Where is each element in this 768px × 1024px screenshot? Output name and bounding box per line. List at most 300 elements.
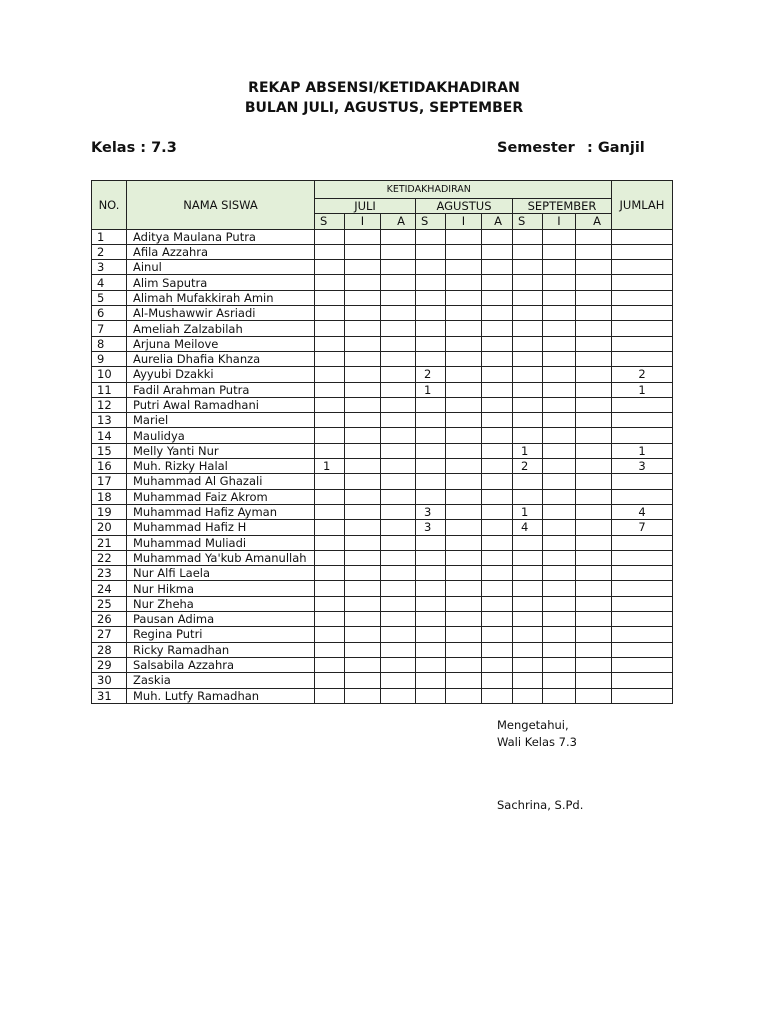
absence-cell <box>543 673 576 688</box>
absence-cell <box>446 351 482 366</box>
row-number: 11 <box>92 382 127 397</box>
absence-cell <box>345 612 381 627</box>
absence-cell <box>381 612 416 627</box>
absence-cell <box>446 244 482 259</box>
absence-cell <box>482 351 513 366</box>
student-name: Nur Alfi Laela <box>127 566 315 581</box>
absence-cell <box>345 550 381 565</box>
table-row <box>92 367 673 382</box>
student-name: Melly Yanti Nur <box>127 443 315 458</box>
absence-cell <box>482 489 513 504</box>
absence-cell <box>416 306 446 321</box>
absence-cell <box>345 657 381 672</box>
absence-cell: 2 <box>513 459 543 474</box>
table-row <box>92 229 673 244</box>
total-cell <box>612 673 673 688</box>
absence-cell <box>315 397 345 412</box>
student-name: Aditya Maulana Putra <box>127 229 315 244</box>
table-row <box>92 474 673 489</box>
absence-cell <box>381 290 416 305</box>
student-name: Ameliah Zalzabilah <box>127 321 315 336</box>
absence-cell <box>315 474 345 489</box>
absence-cell <box>416 428 446 443</box>
table-row <box>92 535 673 550</box>
absence-cell <box>543 428 576 443</box>
row-number: 1 <box>92 229 127 244</box>
absence-cell <box>416 673 446 688</box>
absence-cell <box>345 642 381 657</box>
absence-cell <box>416 474 446 489</box>
absence-cell <box>513 382 543 397</box>
absence-cell <box>345 428 381 443</box>
absence-cell <box>482 382 513 397</box>
absence-cell <box>576 581 612 596</box>
table-row <box>92 581 673 596</box>
absence-cell <box>446 504 482 519</box>
absence-cell <box>482 244 513 259</box>
absence-cell <box>513 413 543 428</box>
absence-cell <box>315 657 345 672</box>
absence-cell <box>543 596 576 611</box>
absence-cell <box>482 520 513 535</box>
row-number: 23 <box>92 566 127 581</box>
student-name: Al-Mushawwir Asriadi <box>127 306 315 321</box>
absence-cell <box>576 596 612 611</box>
total-cell <box>612 351 673 366</box>
absence-cell <box>576 459 612 474</box>
table-row <box>92 520 673 535</box>
absence-cell <box>513 321 543 336</box>
absence-cell <box>446 657 482 672</box>
student-name: Nur Hikma <box>127 581 315 596</box>
row-number: 5 <box>92 290 127 305</box>
absence-cell <box>381 657 416 672</box>
absence-cell <box>315 581 345 596</box>
absence-cell <box>345 688 381 703</box>
absence-cell <box>576 657 612 672</box>
absence-cell <box>416 550 446 565</box>
absence-cell <box>416 535 446 550</box>
table-row <box>92 612 673 627</box>
absence-cell <box>482 413 513 428</box>
absence-cell <box>576 229 612 244</box>
absence-cell <box>381 535 416 550</box>
absence-cell <box>513 260 543 275</box>
absence-cell <box>381 673 416 688</box>
absence-cell <box>576 642 612 657</box>
absence-cell <box>381 566 416 581</box>
absence-cell <box>482 306 513 321</box>
absence-cell <box>381 367 416 382</box>
absence-cell <box>513 229 543 244</box>
absence-cell <box>513 397 543 412</box>
absence-cell <box>513 627 543 642</box>
absence-cell <box>513 673 543 688</box>
student-name: Afila Azzahra <box>127 244 315 259</box>
student-name: Fadil Arahman Putra <box>127 382 315 397</box>
student-name: Muhammad Faiz Akrom <box>127 489 315 504</box>
absence-cell <box>446 550 482 565</box>
absence-cell <box>315 520 345 535</box>
absence-cell <box>381 504 416 519</box>
header-no: NO. <box>92 181 127 230</box>
absence-cell <box>446 382 482 397</box>
student-name: Ricky Ramadhan <box>127 642 315 657</box>
absence-cell <box>345 474 381 489</box>
absence-cell <box>576 290 612 305</box>
absence-cell <box>315 535 345 550</box>
absence-cell <box>513 688 543 703</box>
header-month-agustus: AGUSTUS <box>416 199 513 214</box>
absence-cell <box>381 596 416 611</box>
absence-cell <box>345 627 381 642</box>
absence-cell <box>345 351 381 366</box>
absence-cell <box>381 642 416 657</box>
absence-cell <box>482 596 513 611</box>
absence-cell <box>345 581 381 596</box>
absence-cell <box>345 336 381 351</box>
absence-cell <box>446 459 482 474</box>
absence-cell <box>446 275 482 290</box>
absence-cell <box>416 321 446 336</box>
absence-cell <box>381 413 416 428</box>
student-name: Aurelia Dhafia Khanza <box>127 351 315 366</box>
absence-cell <box>482 504 513 519</box>
absence-cell <box>482 321 513 336</box>
student-name: Muhammad Muliadi <box>127 535 315 550</box>
student-name: Muhammad Hafiz H <box>127 520 315 535</box>
table-row <box>92 550 673 565</box>
absence-cell <box>315 382 345 397</box>
absence-cell <box>315 290 345 305</box>
absence-cell <box>543 627 576 642</box>
absence-cell <box>543 566 576 581</box>
total-cell: 4 <box>612 504 673 519</box>
absence-cell <box>381 474 416 489</box>
student-name: Muh. Lutfy Ramadhan <box>127 688 315 703</box>
subheader-s-2: S <box>416 214 446 229</box>
absence-cell <box>543 535 576 550</box>
total-cell <box>612 657 673 672</box>
absence-cell <box>446 688 482 703</box>
absence-cell <box>446 260 482 275</box>
absence-cell <box>315 351 345 366</box>
absence-cell <box>482 627 513 642</box>
absence-cell <box>416 351 446 366</box>
absence-cell <box>446 520 482 535</box>
student-name: Zaskia <box>127 673 315 688</box>
absence-cell: 4 <box>513 520 543 535</box>
absence-cell <box>543 550 576 565</box>
total-cell <box>612 612 673 627</box>
row-number: 3 <box>92 260 127 275</box>
table-row <box>92 566 673 581</box>
absence-cell <box>576 566 612 581</box>
absence-cell <box>576 382 612 397</box>
absence-cell <box>482 688 513 703</box>
table-row <box>92 413 673 428</box>
absence-cell <box>446 535 482 550</box>
absence-cell <box>345 382 381 397</box>
absence-cell <box>576 306 612 321</box>
absence-cell <box>315 428 345 443</box>
absence-cell <box>576 351 612 366</box>
student-name: Alimah Mufakkirah Amin <box>127 290 315 305</box>
total-cell <box>612 275 673 290</box>
student-name: Regina Putri <box>127 627 315 642</box>
student-name: Putri Awal Ramadhani <box>127 397 315 412</box>
absence-cell <box>513 290 543 305</box>
absence-cell <box>381 244 416 259</box>
row-number: 25 <box>92 596 127 611</box>
student-name: Ainul <box>127 260 315 275</box>
row-number: 24 <box>92 581 127 596</box>
table-row <box>92 596 673 611</box>
absence-cell <box>416 275 446 290</box>
total-cell <box>612 413 673 428</box>
absence-cell <box>416 260 446 275</box>
absence-cell <box>315 321 345 336</box>
absence-cell <box>513 306 543 321</box>
absence-cell <box>345 306 381 321</box>
absence-cell <box>416 596 446 611</box>
absence-cell <box>381 443 416 458</box>
absence-cell <box>416 489 446 504</box>
student-name: Muhammad Al Ghazali <box>127 474 315 489</box>
total-cell <box>612 688 673 703</box>
absence-cell <box>482 550 513 565</box>
student-name: Mariel <box>127 413 315 428</box>
table-body <box>92 229 673 703</box>
student-name: Nur Zheha <box>127 596 315 611</box>
absence-cell <box>446 596 482 611</box>
absence-cell <box>513 535 543 550</box>
absence-cell: 1 <box>513 504 543 519</box>
absence-cell <box>513 581 543 596</box>
table-row <box>92 627 673 642</box>
absence-cell <box>482 657 513 672</box>
absence-cell <box>543 306 576 321</box>
absence-cell <box>543 275 576 290</box>
absence-cell <box>482 260 513 275</box>
absence-cell <box>446 397 482 412</box>
absence-cell <box>543 520 576 535</box>
absence-cell <box>315 642 345 657</box>
absence-cell <box>576 627 612 642</box>
absence-cell <box>482 459 513 474</box>
row-number: 16 <box>92 459 127 474</box>
table-row <box>92 306 673 321</box>
absence-cell <box>345 260 381 275</box>
total-cell <box>612 489 673 504</box>
absence-cell <box>345 290 381 305</box>
absence-cell <box>345 397 381 412</box>
absence-cell <box>381 321 416 336</box>
absence-cell <box>576 673 612 688</box>
absence-cell <box>543 642 576 657</box>
row-number: 17 <box>92 474 127 489</box>
absence-cell <box>482 367 513 382</box>
absence-cell <box>416 413 446 428</box>
absence-cell <box>482 581 513 596</box>
total-cell <box>612 397 673 412</box>
absence-cell <box>345 596 381 611</box>
absence-cell <box>416 229 446 244</box>
total-cell <box>612 596 673 611</box>
student-name: Pausan Adima <box>127 612 315 627</box>
absence-cell <box>482 443 513 458</box>
row-number: 20 <box>92 520 127 535</box>
absence-cell <box>446 612 482 627</box>
absence-cell <box>345 520 381 535</box>
total-cell <box>612 627 673 642</box>
absence-cell <box>416 581 446 596</box>
absence-cell <box>315 413 345 428</box>
total-cell <box>612 229 673 244</box>
absence-cell <box>576 397 612 412</box>
absence-cell <box>576 474 612 489</box>
absence-cell <box>416 397 446 412</box>
total-cell <box>612 550 673 565</box>
absence-cell <box>576 688 612 703</box>
table-row <box>92 382 673 397</box>
absence-cell <box>513 550 543 565</box>
absence-cell <box>446 443 482 458</box>
subheader-a-2: A <box>482 214 513 229</box>
total-cell: 2 <box>612 367 673 382</box>
table-row <box>92 459 673 474</box>
absence-cell <box>315 260 345 275</box>
absence-cell <box>513 244 543 259</box>
absence-cell <box>315 673 345 688</box>
total-cell <box>612 474 673 489</box>
absence-cell <box>576 244 612 259</box>
total-cell <box>612 642 673 657</box>
absence-cell <box>315 612 345 627</box>
row-number: 8 <box>92 336 127 351</box>
absence-cell <box>416 244 446 259</box>
table-row <box>92 397 673 412</box>
absence-cell <box>315 336 345 351</box>
absence-cell <box>482 535 513 550</box>
absence-cell <box>381 459 416 474</box>
total-cell: 1 <box>612 443 673 458</box>
absence-cell <box>446 321 482 336</box>
absence-cell <box>446 336 482 351</box>
absence-cell: 1 <box>416 382 446 397</box>
absence-cell <box>416 627 446 642</box>
row-number: 4 <box>92 275 127 290</box>
homeroom-teacher-label: Wali Kelas 7.3 <box>497 735 577 749</box>
row-number: 31 <box>92 688 127 703</box>
absence-cell <box>482 673 513 688</box>
absence-cell <box>345 321 381 336</box>
header-total: JUMLAH <box>612 181 673 230</box>
absence-cell <box>543 474 576 489</box>
row-number: 7 <box>92 321 127 336</box>
absence-cell <box>381 688 416 703</box>
absence-cell <box>543 489 576 504</box>
total-cell <box>612 428 673 443</box>
absence-cell <box>576 321 612 336</box>
absence-cell <box>513 336 543 351</box>
absence-cell <box>446 673 482 688</box>
absence-cell <box>482 428 513 443</box>
semester-label: Semester <box>497 140 575 156</box>
table-row <box>92 642 673 657</box>
absence-cell <box>576 336 612 351</box>
absence-cell <box>345 459 381 474</box>
total-cell <box>612 244 673 259</box>
absence-cell <box>513 428 543 443</box>
table-row <box>92 688 673 703</box>
absence-cell <box>543 367 576 382</box>
absence-cell: 1 <box>513 443 543 458</box>
absence-cell <box>543 581 576 596</box>
subheader-s-1: S <box>315 214 345 229</box>
absence-cell <box>416 459 446 474</box>
row-number: 18 <box>92 489 127 504</box>
table-row <box>92 244 673 259</box>
student-name: Muhammad Hafiz Ayman <box>127 504 315 519</box>
student-name: Muhammad Ya'kub Amanullah <box>127 550 315 565</box>
absence-cell <box>513 657 543 672</box>
absence-cell <box>543 336 576 351</box>
table-row <box>92 489 673 504</box>
absence-cell <box>513 642 543 657</box>
absence-cell <box>345 489 381 504</box>
table-row <box>92 351 673 366</box>
absence-cell <box>381 351 416 366</box>
absence-cell <box>446 306 482 321</box>
subheader-s-3: S <box>513 214 543 229</box>
absence-cell <box>345 244 381 259</box>
absence-cell <box>416 566 446 581</box>
row-number: 29 <box>92 657 127 672</box>
row-number: 14 <box>92 428 127 443</box>
row-number: 6 <box>92 306 127 321</box>
semester-info <box>497 140 645 156</box>
row-number: 28 <box>92 642 127 657</box>
row-number: 13 <box>92 413 127 428</box>
total-cell: 1 <box>612 382 673 397</box>
absence-cell <box>576 413 612 428</box>
absence-cell <box>315 244 345 259</box>
absence-cell <box>446 474 482 489</box>
absence-cell <box>446 229 482 244</box>
absence-cell <box>543 612 576 627</box>
student-name: Arjuna Meilove <box>127 336 315 351</box>
absence-cell <box>576 489 612 504</box>
absence-cell <box>576 535 612 550</box>
document-subtitle: BULAN JULI, AGUSTUS, SEPTEMBER <box>244 100 524 116</box>
absence-cell <box>315 229 345 244</box>
absence-cell <box>576 260 612 275</box>
absence-cell <box>345 673 381 688</box>
absence-cell <box>446 489 482 504</box>
total-cell: 3 <box>612 459 673 474</box>
row-number: 27 <box>92 627 127 642</box>
absence-cell <box>513 596 543 611</box>
absence-cell <box>576 275 612 290</box>
absence-cell <box>345 566 381 581</box>
header-absence-group-tail <box>543 181 612 199</box>
absence-cell <box>543 382 576 397</box>
absence-cell <box>482 336 513 351</box>
row-number: 9 <box>92 351 127 366</box>
absence-cell <box>543 443 576 458</box>
row-number: 12 <box>92 397 127 412</box>
